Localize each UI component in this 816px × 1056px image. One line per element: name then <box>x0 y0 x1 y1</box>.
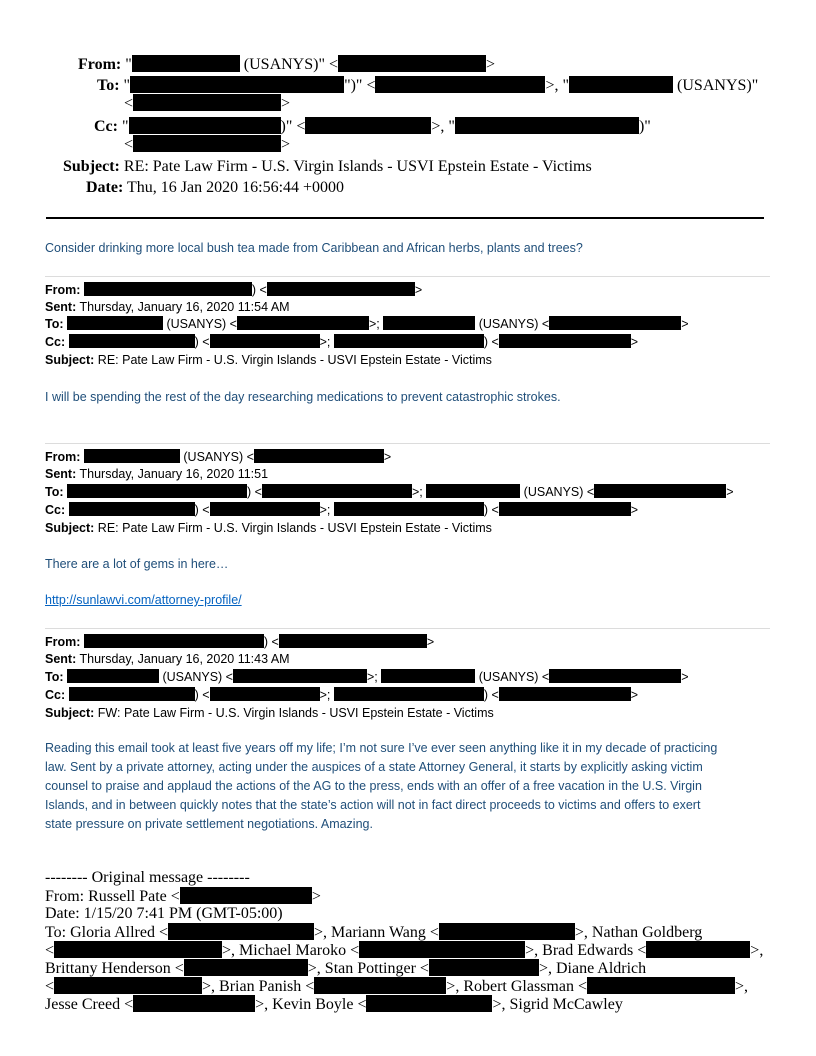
body-line: state pressure on private settlement negotiations. Amazing. <box>45 817 373 831</box>
redaction <box>84 634 264 648</box>
header-date-label: Date: <box>86 179 124 196</box>
header-cc-label: Cc: <box>94 118 118 135</box>
redaction <box>267 282 415 296</box>
redaction <box>84 282 252 296</box>
redaction <box>429 959 539 976</box>
redaction <box>130 76 344 93</box>
redaction <box>129 117 281 134</box>
redaction <box>587 977 735 994</box>
attorney-profile-link[interactable]: http://sunlawvi.com/attorney-profile/ <box>45 593 242 607</box>
redaction <box>646 941 750 958</box>
redaction <box>314 977 446 994</box>
redaction <box>334 334 484 348</box>
original-to-line4: < >, Brian Panish < >, Robert Glassman < >, <box>45 978 749 995</box>
header-to-row: To: " ")" < >, " (USANYS)" <box>97 77 759 94</box>
redaction <box>383 316 475 330</box>
redaction <box>69 334 195 348</box>
message3-cc: Cc: ) < >; ) < > <box>45 503 639 517</box>
header-subject-label: Subject: <box>63 158 120 175</box>
redaction <box>84 449 180 463</box>
message4-from: From: ) < > <box>45 635 435 649</box>
redaction <box>334 502 484 516</box>
redaction <box>67 484 247 498</box>
message4-to: To: (USANYS) < >; (USANYS) < > <box>45 670 689 684</box>
redaction <box>168 923 314 940</box>
message3-body: There are a lot of gems in here… <box>45 557 229 571</box>
redaction <box>334 687 484 701</box>
message-separator <box>45 276 770 277</box>
redaction <box>499 687 631 701</box>
redaction <box>210 502 320 516</box>
redaction <box>133 135 281 152</box>
redaction <box>455 117 639 134</box>
redaction <box>67 316 163 330</box>
redaction <box>439 923 575 940</box>
redaction <box>569 76 673 93</box>
redaction <box>133 995 255 1012</box>
header-cc-row-cont: < > <box>124 136 291 153</box>
redaction <box>69 502 195 516</box>
header-to-row-cont: < > <box>124 95 291 112</box>
message-separator <box>45 443 770 444</box>
body-line: Islands, and in between quickly notes that the state’s action will not in fact direct proceeds to victims and offers to exert <box>45 798 701 812</box>
redaction <box>366 995 492 1012</box>
header-date-value: Thu, 16 Jan 2020 16:56:44 +0000 <box>127 179 345 196</box>
body-line: law. Sent by a private attorney, acting under the auspices of a state Attorney General, it starts by explicitly asking victim <box>45 760 703 774</box>
header-to-label: To: <box>97 77 120 94</box>
redaction <box>549 669 681 683</box>
message4-cc: Cc: ) < >; ) < > <box>45 688 639 702</box>
header-from-label: From: <box>78 56 122 73</box>
message4-subject: Subject: FW: Pate Law Firm - U.S. Virgin Islands - USVI Epstein Estate - Victims <box>45 706 494 720</box>
redaction <box>210 687 320 701</box>
redaction <box>262 484 412 498</box>
redaction <box>499 502 631 516</box>
header-from-row: From: " (USANYS)" < > <box>78 56 496 73</box>
redaction <box>133 94 281 111</box>
message2-cc: Cc: ) < >; ) < > <box>45 335 639 349</box>
redaction <box>359 941 525 958</box>
message3-to: To: ) < >; (USANYS) < > <box>45 485 734 499</box>
original-date: Date: 1/15/20 7:41 PM (GMT-05:00) <box>45 905 283 922</box>
original-from: From: Russell Pate < > <box>45 888 321 905</box>
message-separator <box>45 628 770 629</box>
body-line: counsel to praise and applaud the actions of the AG to the press, ends with an offer of a free vacation in the U.S. Virgin <box>45 779 702 793</box>
header-cc-row: Cc: " )" < >, " )" <box>94 118 651 135</box>
redaction <box>132 55 240 72</box>
redaction <box>184 959 308 976</box>
redaction <box>338 55 486 72</box>
redaction <box>233 669 367 683</box>
message3-from: From: (USANYS) < > <box>45 450 392 464</box>
redaction <box>237 316 369 330</box>
original-to-line1: To: Gloria Allred < >, Mariann Wang < >, Nathan Goldberg <box>45 924 703 941</box>
body-line: Reading this email took at least five years off my life; I’m not sure I’ve ever seen anything like it in my decade of practicing <box>45 741 718 755</box>
header-subject-row <box>63 157 592 176</box>
redaction <box>426 484 520 498</box>
message2-sent: Sent: Thursday, January 16, 2020 11:54 AM <box>45 300 290 314</box>
message2-subject: Subject: RE: Pate Law Firm - U.S. Virgin Islands - USVI Epstein Estate - Victims <box>45 353 492 367</box>
message4-sent: Sent: Thursday, January 16, 2020 11:43 AM <box>45 652 290 666</box>
redaction <box>54 977 202 994</box>
redaction <box>305 117 431 134</box>
original-to-line3: Brittany Henderson < >, Stan Pottinger < >, Diane Aldrich <box>45 960 647 977</box>
original-divider: -------- Original message -------- <box>45 869 250 886</box>
redaction <box>381 669 475 683</box>
redaction <box>375 76 545 93</box>
message3-subject: Subject: RE: Pate Law Firm - U.S. Virgin Islands - USVI Epstein Estate - Victims <box>45 521 492 535</box>
redaction <box>549 316 681 330</box>
message3-sent: Sent: Thursday, January 16, 2020 11:51 <box>45 467 269 481</box>
redaction <box>67 669 159 683</box>
header-divider <box>46 217 764 219</box>
redaction <box>254 449 384 463</box>
message2-to: To: (USANYS) < >; (USANYS) < > <box>45 317 689 331</box>
original-to-line5: Jesse Creed < >, Kevin Boyle < >, Sigrid McCawley <box>45 996 623 1013</box>
message1-body: Consider drinking more local bush tea made from Caribbean and African herbs, plants and trees? <box>45 241 583 255</box>
redaction <box>594 484 726 498</box>
header-subject-value: RE: Pate Law Firm - U.S. Virgin Islands - USVI Epstein Estate - Victims <box>123 158 592 175</box>
header-date-row <box>86 178 344 197</box>
redaction <box>180 887 312 904</box>
redaction <box>499 334 631 348</box>
redaction <box>69 687 195 701</box>
redaction <box>279 634 427 648</box>
original-to-line2: < >, Michael Maroko < >, Brad Edwards < >, <box>45 942 764 959</box>
message2-from: From: ) < > <box>45 283 423 297</box>
redaction <box>54 941 222 958</box>
redaction <box>210 334 320 348</box>
message2-body: I will be spending the rest of the day researching medications to prevent catastrophic strokes. <box>45 390 561 404</box>
